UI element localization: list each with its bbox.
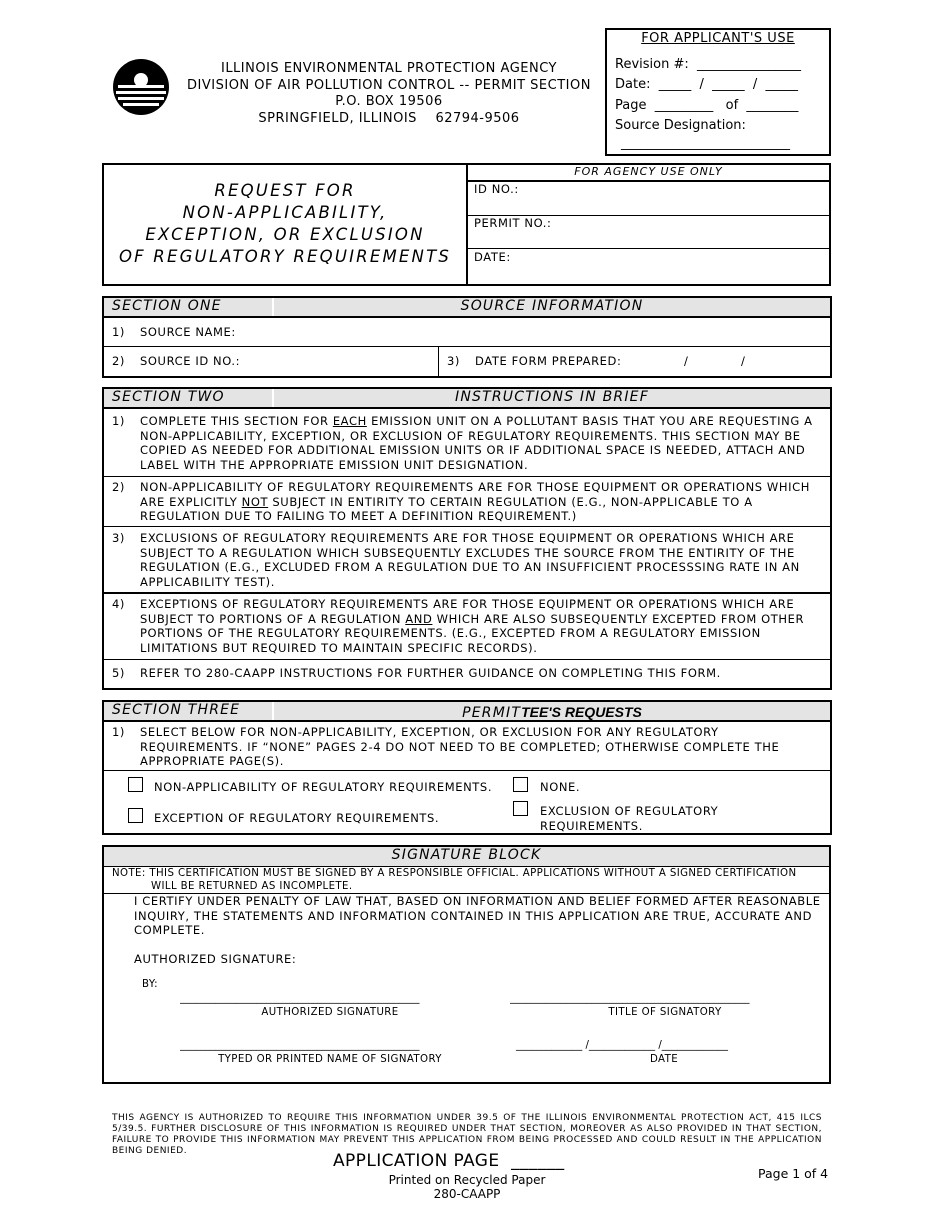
form-title-line4: OF REGULATORY REQUIREMENTS (118, 247, 452, 266)
signature-block-title: SIGNATURE BLOCK (391, 847, 542, 863)
signature-date-caption: DATE (649, 1054, 679, 1065)
section-one-title: SOURCE INFORMATION (460, 298, 644, 314)
exception-checkbox[interactable] (128, 808, 143, 823)
instruction-item: EXCEPTIONS OF REGULATORY REQUIREMENTS ARE FOR THOSE EQUIPMENT OR OPERATIONS WHICH ARE SUBJECT TO PORTIONS OF A REGULATION AND WHICH ARE ALSO SUBSEQUENTLY EXCEPTED FROM OTHER PORTIONS OF THE REGULATORY REQUIREMENTS. (E.G., EXCEPTED FROM A REGULATORY EMISSION LIMITATIONS BUT REQUIRED TO MAINTAIN SPECIFIC RECORDS). (140, 597, 805, 655)
certification-statement: I CERTIFY UNDER PENALTY OF LAW THAT, BASED ON INFORMATION AND BELIEF FORMED AFTER REASONABLE INQUIRY, THE STATEMENTS AND INFORMATION CONTAINED IN THIS APPLICATION ARE TRUE, ACCURATE AND COMPLETE. (134, 894, 821, 937)
nonapplicability-checkbox[interactable] (128, 777, 143, 792)
instruction-item: NON-APPLICABILITY OF REGULATORY REQUIREMENTS ARE FOR THOSE EQUIPMENT OR OPERATIONS WHICH ARE EXPLICITLY NOT SUBJECT IN ENTIRITY TO CERTAIN REGULATION (E.G., NON-APPLICABLE TO A REGULATION DUE TO FAILING TO MEET A DEFINITION REQUIREMENT.) (140, 480, 811, 523)
instruction-number: 2) (112, 480, 126, 494)
instruction-item: REFER TO 280-CAAPP INSTRUCTIONS FOR FURTHER GUIDANCE ON COMPLETING THIS FORM. (140, 666, 721, 680)
po-box: P.O. BOX 19506 (335, 94, 443, 109)
title-of-signatory-line[interactable]: _______________________________________________ (510, 993, 750, 1004)
form-title (104, 180, 466, 268)
city-state-zip: SPRINGFIELD, ILLINOIS 62794-9506 (258, 110, 520, 126)
division-name: DIVISION OF AIR POLLUTION CONTROL -- PERMIT SECTION (187, 77, 591, 93)
agency-permit-label: PERMIT NO.: (474, 216, 552, 230)
application-page-label: APPLICATION PAGE ______ (333, 1151, 565, 1171)
agency-header (180, 61, 598, 127)
by-label: BY: (142, 979, 158, 990)
source-id-label: SOURCE ID NO.: (140, 354, 241, 368)
item-number: 3) (447, 354, 461, 368)
exception-label: EXCEPTION OF REGULATORY REQUIREMENTS. (154, 811, 440, 825)
agency-use-title: FOR AGENCY USE ONLY (574, 165, 723, 178)
iepa-logo-icon (112, 58, 170, 116)
section-two-label: SECTION TWO (112, 389, 225, 405)
agency-id-label: ID NO.: (474, 182, 519, 196)
section-two-title: INSTRUCTIONS IN BRIEF (455, 389, 649, 405)
applicant-use-box (605, 28, 831, 156)
printed-name-line[interactable]: _______________________________________________ (180, 1040, 420, 1051)
title-of-signatory-caption: TITLE OF SIGNATORY (608, 1007, 722, 1018)
printed-name-caption: TYPED OR PRINTED NAME OF SIGNATORY (218, 1054, 442, 1065)
none-checkbox[interactable] (513, 777, 528, 792)
source-name-label: SOURCE NAME: (140, 325, 236, 339)
date-slash: / (741, 354, 746, 368)
page-field[interactable]: Page _________ of ________ (615, 98, 799, 113)
source-designation-label: Source Designation: (615, 118, 746, 133)
authorized-signature-caption: AUTHORIZED SIGNATURE (261, 1007, 399, 1018)
section-three-title: PERMITTEE'S REQUESTS (462, 704, 642, 721)
form-number: 280-CAAPP (433, 1187, 501, 1201)
form-title-line1: REQUEST FOR (214, 181, 356, 200)
agency-date-label: DATE: (474, 250, 511, 264)
section-three-label: SECTION THREE (112, 702, 241, 718)
exclusion-checkbox[interactable] (513, 801, 528, 816)
instruction-item: COMPLETE THIS SECTION FOR EACH EMISSION UNIT ON A POLLUTANT BASIS THAT YOU ARE REQUESTING A NON-APPLICABILITY, EXCEPTION, OR EXCLUSION OF REGULATORY REQUIREMENTS. THIS SECTION MAY BE COPIED AS NEEDED FOR ADDITIONAL EMISSION UNITS OR IF ADDITIONAL SPACE IS NEEDED, ATTACH AND LABEL WITH THE APPROPRIATE EMISSION UNIT DESIGNATION. (140, 414, 813, 472)
applicant-use-title: FOR APPLICANT'S USE (641, 31, 795, 46)
item-number: 1) (112, 725, 126, 739)
instruction-item: EXCLUSIONS OF REGULATORY REQUIREMENTS ARE FOR THOSE EQUIPMENT OR OPERATIONS WHICH ARE SUBJECT TO A REGULATION WHICH SUBSEQUENTLY EXCLUDES THE SOURCE FROM THE ENTIRITY OF THE REGULATION (E.G., EXCLUDED FROM A REGULATION DUE TO AN INSUFFICIENT PROCESSSING RATE IN AN APPLICABILITY TEST). (140, 531, 800, 589)
recycled-note: Printed on Recycled Paper (388, 1173, 546, 1187)
instruction-number: 4) (112, 597, 126, 611)
legal-notice: THIS AGENCY IS AUTHORIZED TO REQUIRE THIS INFORMATION UNDER 39.5 OF THE ILLINOIS ENVIRONMENTAL PROTECTION ACT, 415 ILCS 5/39.5. FURTHER DISCLOSURE OF THIS INFORMATION IS REQUIRED UNDER THAT SECTION, MOREOVER AS ALSO PROVIDED IN THAT SECTION, FAILURE TO PROVIDE THIS INFORMATION MAY PREVENT THIS APPLICATION FROM BEING PROCESSED AND COULD RESULT IN THE APPLICATION BEING DENIED. (112, 1113, 822, 1156)
item-number: 1) (112, 325, 126, 339)
form-title-line2: NON-APPLICABILITY, (182, 203, 388, 222)
date-slash: / (684, 354, 689, 368)
item-number: 2) (112, 354, 126, 368)
agency-logo (112, 58, 170, 116)
form-title-line3: EXCEPTION, OR EXCLUSION (145, 225, 425, 244)
instruction-number: 1) (112, 414, 126, 428)
instruction-number: 5) (112, 666, 126, 680)
authorized-signature-line[interactable]: _______________________________________________ (180, 993, 420, 1004)
revision-field[interactable]: Revision #: ________________ (615, 57, 801, 72)
date-field[interactable]: Date: _____ / _____ / _____ (615, 77, 799, 92)
source-designation-field[interactable]: __________________________ (621, 136, 790, 151)
none-label: NONE. (540, 780, 581, 794)
date-prepared-label: DATE FORM PREPARED: (475, 354, 622, 368)
agency-name: ILLINOIS ENVIRONMENTAL PROTECTION AGENCY (220, 61, 557, 76)
instruction-number: 3) (112, 531, 126, 545)
section-three-instruction: SELECT BELOW FOR NON-APPLICABILITY, EXCEPTION, OR EXCLUSION FOR ANY REGULATORY REQUIREMENTS. IF “NONE” PAGES 2-4 DO NOT NEED TO BE COMPLETED; OTHERWISE COMPLETE THE APPROPRIATE PAGE(S). (140, 725, 780, 768)
section-one-label: SECTION ONE (112, 298, 222, 314)
authorized-signature-label: AUTHORIZED SIGNATURE: (134, 952, 297, 966)
page-number: Page 1 of 4 (758, 1166, 829, 1181)
nonapplicability-label: NON-APPLICABILITY OF REGULATORY REQUIREMENTS. (154, 780, 493, 794)
certification-note: NOTE: THIS CERTIFICATION MUST BE SIGNED BY A RESPONSIBLE OFFICIAL. APPLICATIONS WITHOUT A SIGNED CERTIFICATION WILL BE RETURNED AS INCOMPLETE. (112, 868, 797, 892)
signature-date-line[interactable]: _____________ /_____________ /_____________ (516, 1040, 728, 1051)
exclusion-label: EXCLUSION OF REGULATORY REQUIREMENTS. (540, 804, 719, 833)
